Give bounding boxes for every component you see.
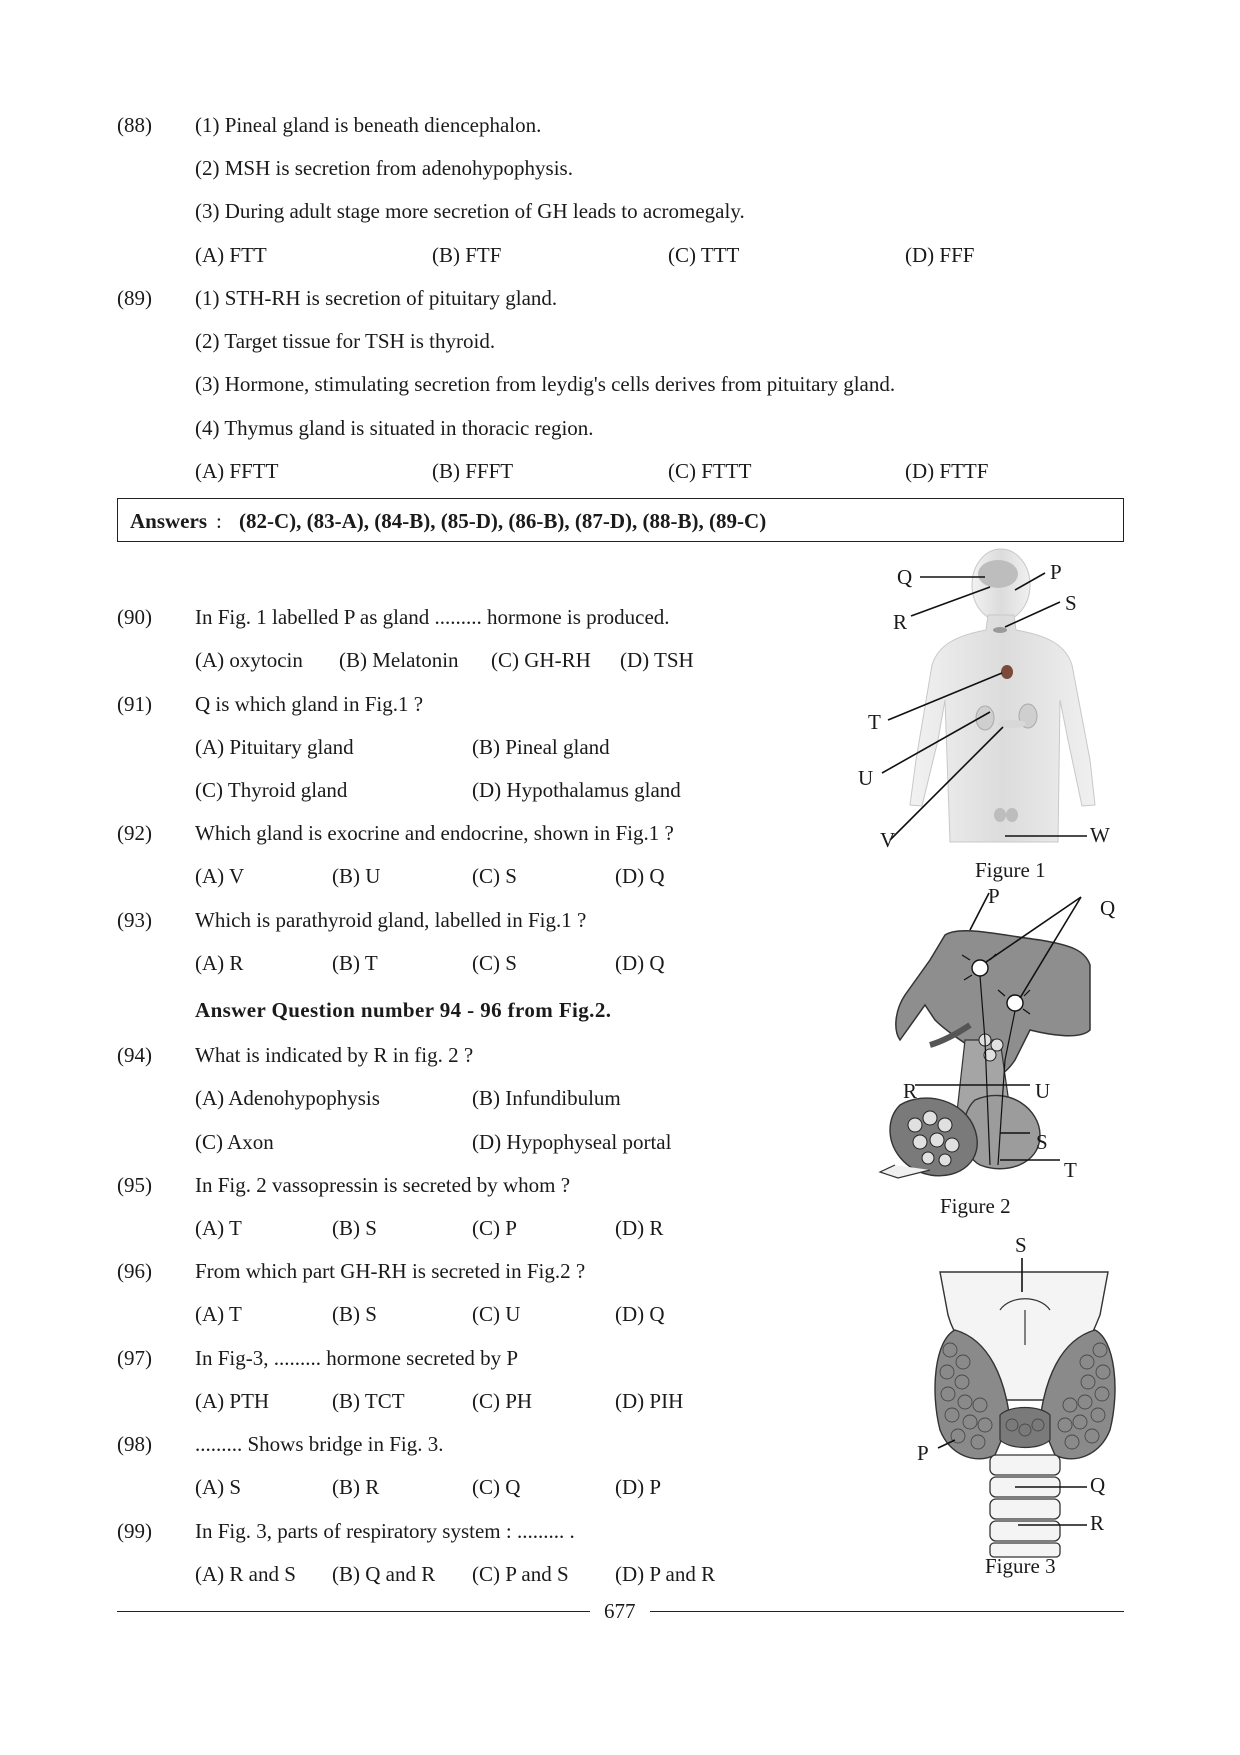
option-d[interactable]: (D) R <box>615 1216 664 1240</box>
fig2-label-q: Q <box>1100 896 1116 920</box>
fig3-label-s: S <box>1015 1233 1027 1257</box>
figure-3-thyroid-diagram <box>935 1258 1115 1557</box>
option-b[interactable]: (B) FFFT <box>432 459 514 483</box>
fig1-label-t: T <box>868 710 881 734</box>
answers-label: Answers <box>130 509 207 533</box>
option-a[interactable]: (A) T <box>195 1302 242 1326</box>
question-text: Q is which gland in Fig.1 ? <box>195 692 424 716</box>
question-number: (93) <box>117 908 152 932</box>
fig3-label-q: Q <box>1090 1473 1106 1497</box>
answers-text: (82-C), (83-A), (84-B), (85-D), (86-B), (87-D), (88-B), (89-C) <box>239 509 767 533</box>
thyroid-shape <box>993 627 1007 633</box>
question-number: (97) <box>117 1346 152 1370</box>
option-d[interactable]: (D) P <box>615 1475 662 1499</box>
option-a[interactable]: (A) T <box>195 1216 242 1240</box>
question-text: In Fig-3, ......... hormone secreted by P <box>195 1346 519 1370</box>
fig3-label-r: R <box>1090 1511 1105 1535</box>
question-number: (98) <box>117 1432 152 1456</box>
statement: (2) Target tissue for TSH is thyroid. <box>195 329 496 353</box>
fig3-label-p: P <box>917 1441 929 1465</box>
thymus-shape <box>1001 665 1013 679</box>
option-d[interactable]: (D) Q <box>615 864 665 888</box>
section-instruction: Answer Question number 94 - 96 from Fig.2. <box>195 998 612 1022</box>
figure-3-caption: Figure 3 <box>985 1554 1056 1578</box>
option-d[interactable]: (D) Q <box>615 951 665 975</box>
option-b[interactable]: (B) U <box>332 864 381 888</box>
option-c[interactable]: (C) PH <box>472 1389 533 1413</box>
fig2-label-s: S <box>1036 1130 1048 1154</box>
option-a[interactable]: (A) Adenohypophysis <box>195 1086 380 1110</box>
statement: (2) MSH is secretion from adenohypophysis. <box>195 156 573 180</box>
option-d[interactable]: (D) TSH <box>620 648 694 672</box>
option-a[interactable]: (A) oxytocin <box>195 648 303 672</box>
question-text: ......... Shows bridge in Fig. 3. <box>195 1432 444 1456</box>
option-c[interactable]: (C) S <box>472 951 517 975</box>
option-a[interactable]: (A) S <box>195 1475 242 1499</box>
fig2-label-u: U <box>1035 1079 1051 1103</box>
question-text: From which part GH-RH is secreted in Fig.2 ? <box>195 1259 586 1283</box>
fig2-label-r: R <box>903 1079 918 1103</box>
option-c[interactable]: (C) P and S <box>472 1562 569 1586</box>
footer-rule-left <box>117 1611 590 1612</box>
trachea-rings <box>990 1455 1060 1557</box>
option-c[interactable]: (C) Thyroid gland <box>195 778 348 802</box>
option-b[interactable]: (B) Q and R <box>332 1562 436 1586</box>
statement: (3) Hormone, stimulating secretion from leydig's cells derives from pituitary gland. <box>195 372 896 396</box>
option-b[interactable]: (B) S <box>332 1216 377 1240</box>
option-d[interactable]: (D) PIH <box>615 1389 684 1413</box>
fig2-label-t: T <box>1064 1158 1077 1182</box>
fig1-label-p: P <box>1050 560 1062 584</box>
option-a[interactable]: (A) Pituitary gland <box>195 735 354 759</box>
option-c[interactable]: (C) U <box>472 1302 521 1326</box>
option-d[interactable]: (D) Q <box>615 1302 665 1326</box>
option-b[interactable]: (B) Pineal gland <box>472 735 610 759</box>
question-number: (95) <box>117 1173 152 1197</box>
option-d[interactable]: (D) FTTF <box>905 459 989 483</box>
option-b[interactable]: (B) T <box>332 951 378 975</box>
question-number: (96) <box>117 1259 152 1283</box>
fig1-label-q: Q <box>897 565 913 589</box>
page-number: 677 <box>604 1599 636 1623</box>
question-text: Which gland is exocrine and endocrine, shown in Fig.1 ? <box>195 821 674 845</box>
statement: (3) During adult stage more secretion of GH leads to acromegaly. <box>195 199 745 223</box>
question-text: Which is parathyroid gland, labelled in Fig.1 ? <box>195 908 587 932</box>
option-a[interactable]: (A) PTH <box>195 1389 270 1413</box>
statement: (1) Pineal gland is beneath diencephalon. <box>195 113 542 137</box>
question-number: (99) <box>117 1519 152 1543</box>
fig1-label-r: R <box>893 610 908 634</box>
option-b[interactable]: (B) TCT <box>332 1389 405 1413</box>
question-number: (88) <box>117 113 152 137</box>
fig1-label-u: U <box>858 766 874 790</box>
option-d[interactable]: (D) Hypophyseal portal <box>472 1130 672 1154</box>
question-number: (91) <box>117 692 152 716</box>
question-number: (90) <box>117 605 152 629</box>
option-c[interactable]: (C) FTTT <box>668 459 752 483</box>
fig1-label-w: W <box>1090 823 1110 847</box>
option-b[interactable]: (B) Melatonin <box>339 648 459 672</box>
question-text: In Fig. 1 labelled P as gland ......... hormone is produced. <box>195 605 670 629</box>
option-b[interactable]: (B) Infundibulum <box>472 1086 621 1110</box>
option-a[interactable]: (A) FFTT <box>195 459 279 483</box>
question-number: (92) <box>117 821 152 845</box>
brain-shape <box>978 560 1018 588</box>
option-c[interactable]: (C) TTT <box>668 243 740 267</box>
option-c[interactable]: (C) Axon <box>195 1130 274 1154</box>
statement: (1) STH-RH is secretion of pituitary gland. <box>195 286 558 310</box>
option-b[interactable]: (B) FTF <box>432 243 502 267</box>
option-c[interactable]: (C) P <box>472 1216 517 1240</box>
question-text: In Fig. 3, parts of respiratory system : ......... . <box>195 1519 575 1543</box>
question-text: In Fig. 2 vassopressin is secreted by whom ? <box>195 1173 571 1197</box>
question-number: (94) <box>117 1043 152 1067</box>
option-b[interactable]: (B) S <box>332 1302 377 1326</box>
option-c[interactable]: (C) S <box>472 864 517 888</box>
figure-2-caption: Figure 2 <box>940 1194 1011 1218</box>
option-a[interactable]: (A) V <box>195 864 245 888</box>
fig1-label-s: S <box>1065 591 1077 615</box>
option-a[interactable]: (A) R <box>195 951 244 975</box>
footer-rule-right <box>650 1611 1124 1612</box>
isthmus-shape <box>1000 1408 1050 1448</box>
option-a[interactable]: (A) R and S <box>195 1562 296 1586</box>
answers-colon: : <box>216 509 222 533</box>
option-d[interactable]: (D) FFF <box>905 243 975 267</box>
question-number: (89) <box>117 286 152 310</box>
option-b[interactable]: (B) R <box>332 1475 380 1499</box>
statement: (4) Thymus gland is situated in thoracic region. <box>195 416 594 440</box>
option-c[interactable]: (C) GH-RH <box>491 648 591 672</box>
fig1-label-v: V <box>880 828 896 852</box>
option-d[interactable]: (D) P and R <box>615 1562 716 1586</box>
option-d[interactable]: (D) Hypothalamus gland <box>472 778 681 802</box>
figure-2-pituitary-diagram <box>880 893 1090 1178</box>
question-text: What is indicated by R in fig. 2 ? <box>195 1043 474 1067</box>
option-a[interactable]: (A) FTT <box>195 243 267 267</box>
option-c[interactable]: (C) Q <box>472 1475 521 1499</box>
fig2-label-p: P <box>988 884 1000 908</box>
figure-1-caption: Figure 1 <box>975 858 1046 882</box>
